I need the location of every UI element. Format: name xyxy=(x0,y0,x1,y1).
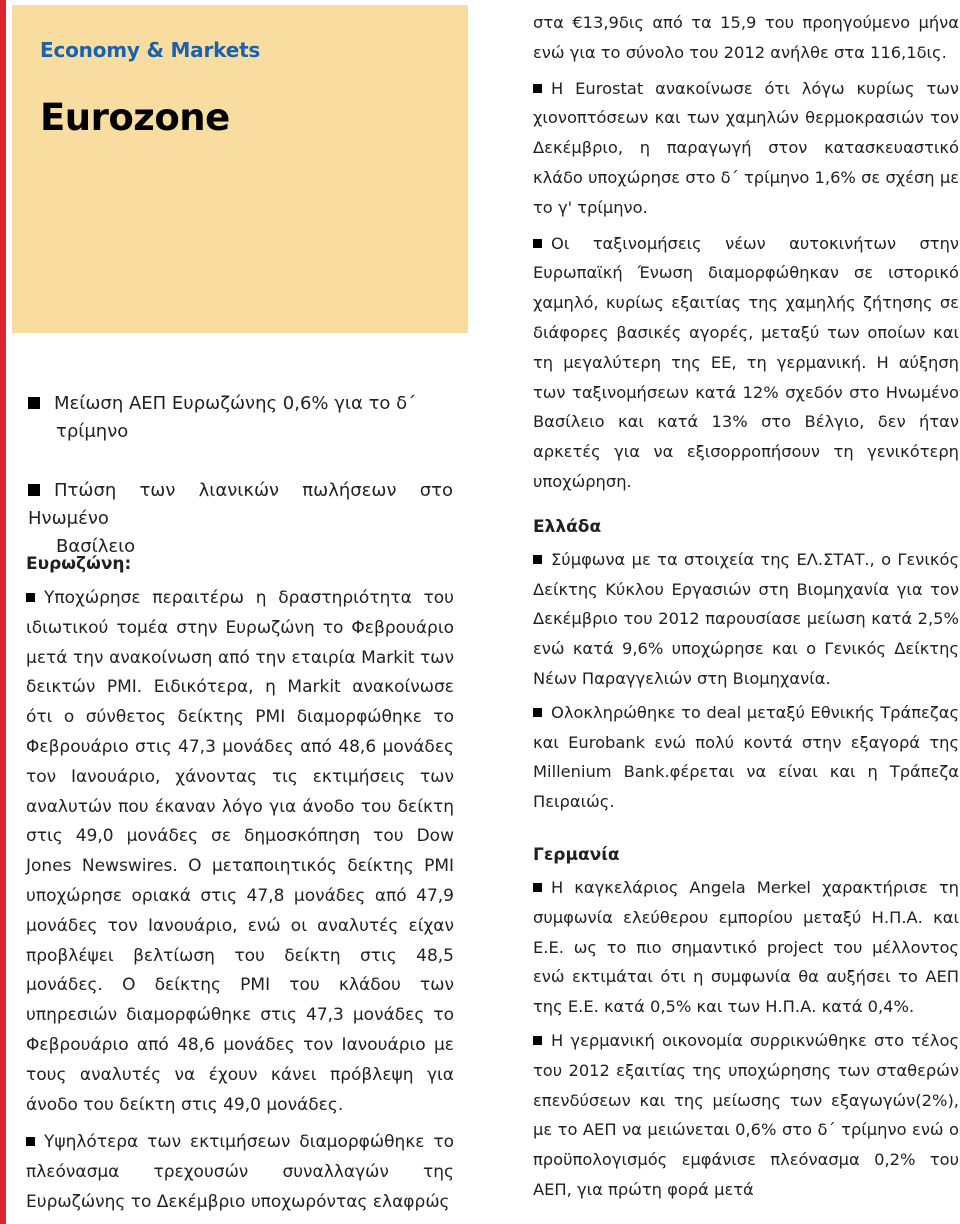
highlight-item xyxy=(28,477,453,561)
square-bullet-icon xyxy=(26,1137,35,1146)
square-bullet-icon xyxy=(533,84,542,93)
right-column xyxy=(533,8,959,1205)
paragraph-text: Σύμφωνα με τα στοιχεία της ΕΛ.ΣΤΑΤ., ο Γενικός Δείκτης Κύκλου Εργασιών στη Βιομηχανία για τον Δεκέμβριο του 2012 παρουσίασε μείωση κατά 2,5% ενώ κατά 9,6% υποχώρησε και ο Γενικός Δείκτης Νέων Παραγγελιών στη Βιομηχανία. xyxy=(533,549,959,688)
paragraph-continued: στα €13,9δις από τα 15,9 του προηγούμενο μήνα ενώ για το σύνολο του 2012 ανήλθε στα 116,1δις. xyxy=(533,13,959,62)
paragraph-text: Η καγκελάριος Angela Merkel χαρακτήρισε τη συμφωνία ελεύθερου εμπορίου μεταξύ Η.Π.Α. και Ε.Ε. ως το πιο σημαντικό project του μέλλοντος ενώ εκτιμάται ότι η συμφωνία θα αυξήσει το ΑΕΠ της Ε.Ε. κατά 0,5% και των Η.Π.Α. κατά 0,4%. xyxy=(533,877,959,1017)
accent-bar xyxy=(0,0,6,1224)
paragraph xyxy=(533,698,959,817)
germany-heading: Γερμανία xyxy=(533,844,620,865)
page-title: Eurozone xyxy=(40,96,230,139)
highlight-line: Βασίλειο xyxy=(56,536,136,557)
paragraph-text: Η Eurostat ανακοίνωσε ότι λόγω κυρίως των χιονοπτόσεων και των χαμηλών θερμοκρασιών τον Δεκέμβριο, η παραγωγή στον κατασκευαστικό κλάδο υποχώρησε στο δ΄ τρίμηνο 1,6% σε σχέση με το γ' τρίμηνο. xyxy=(533,78,959,217)
paragraph-text: Υποχώρησε περαιτέρω η δραστηριότητα του ιδιωτικού τομέα στην Ευρωζώνη το Φεβρουάριο μετά την ανακοίνωση από την εταιρία Markit των δεικτών PMI. Ειδικότερα, η Markit ανακοίνωσε ότι ο σύνθετος δείκτης PMI διαμορφώθηκε το Φεβρουάριο στις 47,3 μονάδες από 48,6 μονάδες τον Ιανουάριο, χάνοντας τις εκτιμήσεις των αναλυτών που έκαναν λόγο για άνοδο του δείκτη στις 49,0 μονάδες σε δημοσκόπηση του Dow Jones Newswires. Ο μεταποιητικός δείκτης PMI υποχώρησε οριακά στις 47,8 μονάδες από 47,9 μονάδες τον Ιανουάριο, ενώ οι αναλυτές είχαν προβλέψει βελτίωση του δείκτη στις 48,5 μονάδες. Ο δείκτης PMI του κλάδου των υπηρεσιών διαμορφώθηκε στις 47,3 μονάδες το Φεβρουάριο από 48,6 μονάδες τον Ιανουάριο με τους αναλυτές να έχουν κάνει πρόβλεψη για άνοδο του δείκτη στις 49,0 μονάδες. xyxy=(26,588,454,1115)
square-bullet-icon xyxy=(28,397,40,409)
paragraph-text: Υψηλότερα των εκτιμήσεων διαμορφώθηκε το πλεόνασμα τρεχουσών συναλλαγών της Ευρωζώνης το Δεκέμβριο υποχωρόντας ελαφρώς xyxy=(26,1132,454,1212)
square-bullet-icon xyxy=(533,239,542,248)
paragraph xyxy=(533,74,959,223)
square-bullet-icon xyxy=(28,484,40,496)
highlight-line: Πτώση των λιανικών πωλήσεων στο Ηνωμένο xyxy=(28,480,453,529)
paragraph xyxy=(533,1026,959,1205)
square-bullet-icon xyxy=(533,1036,542,1045)
paragraph xyxy=(26,1128,454,1217)
square-bullet-icon xyxy=(26,593,35,602)
paragraph xyxy=(533,545,959,694)
highlight-line: τρίμηνο xyxy=(56,421,129,442)
square-bullet-icon xyxy=(533,555,542,564)
highlight-item xyxy=(28,390,453,446)
paragraph-text: Η γερμανική οικονομία συρρικνώθηκε στο τέλος του 2012 εξαιτίας της υποχώρησης των σταθερών επενδύσεων και της μείωσης των εξαγωγών(2%), με το ΑΕΠ να μειώνεται 0,6% στο δ΄ τρίμηνο ενώ ο προϋπολογισμός εμφάνισε πλεόνασμα 0,2% του ΑΕΠ, για πρώτη φορά μετά xyxy=(533,1030,959,1199)
section-label: Economy & Markets xyxy=(40,38,261,62)
paragraph xyxy=(26,584,454,1120)
eurozone-heading: Ευρωζώνη: xyxy=(26,554,132,574)
paragraph-text: Ολοκληρώθηκε το deal μεταξύ Εθνικής Τράπεζας και Eurobank ενώ πολύ κοντά στην εξαγορά της Millenium Bank.φέρεται να είναι και η Τράπεζα Πειραιώς. xyxy=(533,702,959,812)
paragraph-text: Οι ταξινομήσεις νέων αυτοκινήτων στην Ευρωπαϊκή Ένωση διαμορφώθηκαν σε ιστορικό χαμηλό, κυρίως εξαιτίας της χαμηλής ζήτησης σε διάφορες βασικές αγορές, μεταξύ των οποίων και τη μεγαλύτερη της ΕΕ, τη γερμανική. Η αύξηση των ταξινομήσεων κατά 12% σχεδόν στο Ηνωμένο Βασίλειο και κατά 13% στο Βέλγιο, δεν ήταν αρκετές για να εξισορροπήσουν τη γενικότερη υποχώρηση. xyxy=(533,233,959,491)
square-bullet-icon xyxy=(533,708,542,717)
paragraph xyxy=(533,229,959,497)
greece-heading: Ελλάδα xyxy=(533,516,602,537)
square-bullet-icon xyxy=(533,883,542,892)
left-column xyxy=(26,552,454,1218)
highlight-line: Μείωση ΑΕΠ Ευρωζώνης 0,6% για το δ΄ xyxy=(54,393,417,414)
paragraph xyxy=(533,873,959,1022)
